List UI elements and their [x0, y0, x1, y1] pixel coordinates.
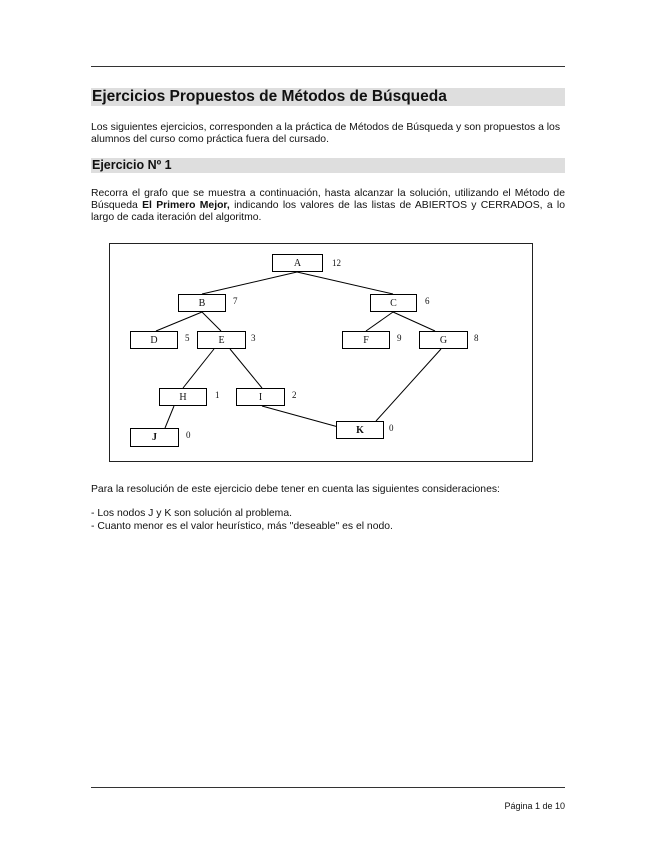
edge-A-B — [202, 272, 297, 294]
edge-E-H — [183, 349, 214, 388]
exercise-text-after: indicando los valores de las listas de ABIERTOS y CERRADOS, a lo largo de cada iteración del algoritmo. — [91, 200, 565, 223]
exercise-text-before: Recorra el grafo que se muestra a continuación, hasta alcanzar la solución, utilizando el Método de Búsqueda — [91, 188, 565, 211]
edge-C-F — [366, 312, 393, 331]
edge-I-K — [262, 406, 342, 428]
exercise-title: Ejercicio Nº 1 — [91, 158, 565, 173]
consideration-item: - Los nodos J y K son solución al problema. — [91, 508, 292, 519]
node-i: I — [236, 388, 285, 406]
edge-E-I — [230, 349, 262, 388]
method-name: El Primero Mejor, — [142, 200, 230, 211]
node-d: D — [130, 331, 178, 349]
consideration-item: - Cuanto menor es el valor heurístico, más "deseable" es el nodo. — [91, 521, 393, 532]
edge-B-E — [202, 312, 221, 331]
edge-H-J — [165, 406, 174, 428]
node-b-heuristic: 7 — [233, 296, 238, 306]
node-c-heuristic: 6 — [425, 296, 430, 306]
search-graph — [109, 243, 533, 462]
edge-B-D — [156, 312, 202, 331]
node-g-heuristic: 8 — [474, 333, 479, 343]
page-number: Página 1 de 10 — [504, 801, 565, 811]
node-a: A — [272, 254, 323, 272]
node-h-heuristic: 1 — [215, 390, 220, 400]
node-j: J — [130, 428, 179, 447]
bottom-rule — [91, 787, 565, 788]
edge-G-K — [376, 349, 441, 421]
edge-A-C — [297, 272, 393, 294]
node-g: G — [419, 331, 468, 349]
node-j-heuristic: 0 — [186, 430, 191, 440]
intro-paragraph: Los siguientes ejercicios, corresponden a la práctica de Métodos de Búsqueda y son propuestos a los alumnos del curso como práctica fuera del cursado. — [91, 122, 561, 145]
considerations-intro: Para la resolución de este ejercicio debe tener en cuenta las siguientes consideraciones: — [91, 484, 500, 495]
node-k: K — [336, 421, 384, 439]
node-i-heuristic: 2 — [292, 390, 297, 400]
node-b: B — [178, 294, 226, 312]
node-a-heuristic: 12 — [332, 258, 341, 268]
node-f-heuristic: 9 — [397, 333, 402, 343]
node-c: C — [370, 294, 417, 312]
node-e: E — [197, 331, 246, 349]
top-rule — [91, 66, 565, 67]
exercise-paragraph — [91, 188, 565, 224]
node-e-heuristic: 3 — [251, 333, 256, 343]
node-h: H — [159, 388, 207, 406]
page-title: Ejercicios Propuestos de Métodos de Búsqueda — [91, 88, 565, 106]
edge-C-G — [393, 312, 435, 331]
node-d-heuristic: 5 — [185, 333, 190, 343]
node-f: F — [342, 331, 390, 349]
node-k-heuristic: 0 — [389, 423, 394, 433]
